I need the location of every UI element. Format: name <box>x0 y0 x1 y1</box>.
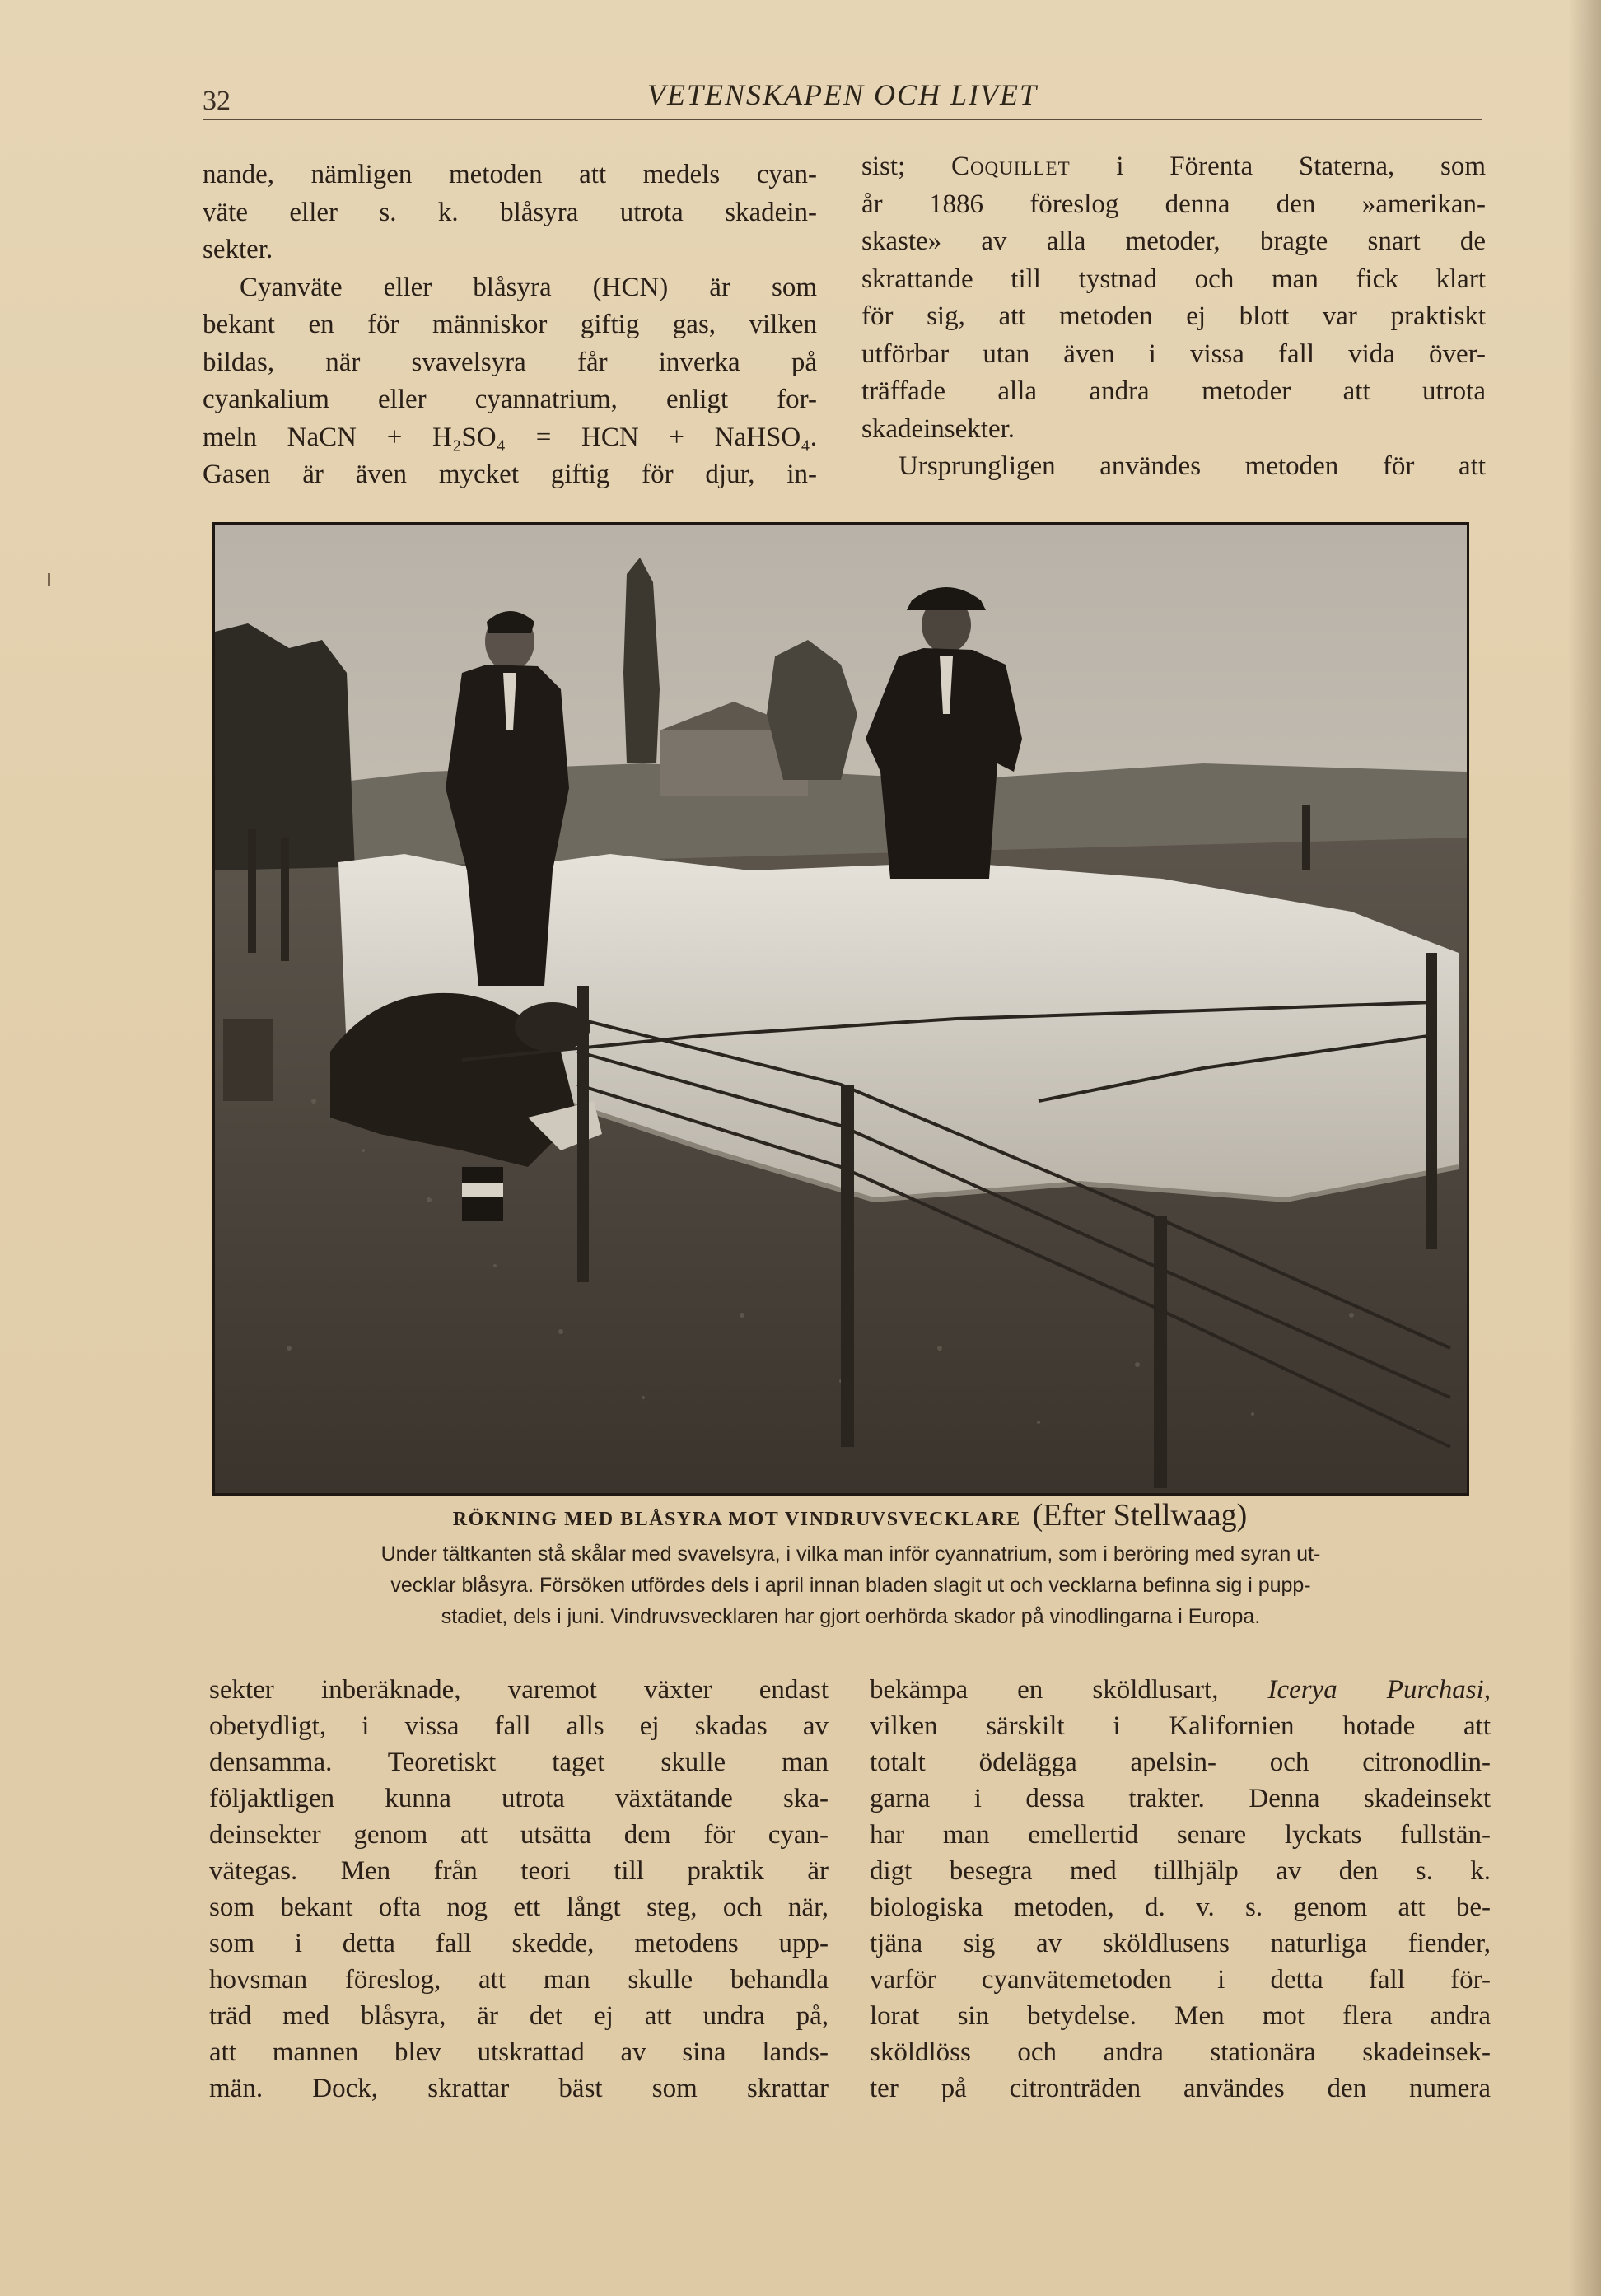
text-column-bottom-left <box>209 1672 829 2107</box>
text-line: bekant en för människor giftig gas, vilken <box>203 310 817 339</box>
text-line: hovsman föreslog, att man skulle behandla <box>209 1965 829 1995</box>
photograph <box>212 522 1469 1496</box>
page-edge-shadow <box>1568 0 1601 2296</box>
text-span: i Förenta Staterna, som <box>1070 152 1486 181</box>
text-line: varför cyanvätemetoden i detta fall för- <box>870 1965 1491 1995</box>
text-line: densamma. Teoretiskt taget skulle man <box>209 1748 829 1777</box>
figure-caption-body <box>212 1538 1489 1632</box>
text-line: skrattande till tystnad och man fick klart <box>861 264 1486 294</box>
caption-heading: RÖKNING MED BLÅSYRA MOT VINDRUVSVECKLARE <box>452 1509 1021 1530</box>
text-line: cyankalium eller cyannatrium, enligt for- <box>203 385 817 414</box>
text-line: väte eller s. k. blåsyra utrota skadein- <box>203 197 817 227</box>
page-number: 32 <box>203 86 231 116</box>
text-line: för sig, att metoden ej blott var praktiskt <box>861 301 1486 331</box>
text-line: nande, nämligen metoden att medels cyan- <box>203 160 817 189</box>
text-line: skadeinsekter. <box>861 413 1015 444</box>
text-line: Ursprungligen användes metoden för att <box>899 451 1486 481</box>
text-line: träd med blåsyra, är det ej att undra på, <box>209 2001 829 2031</box>
figure-caption-title <box>216 1497 1484 1533</box>
text-line: tjäna sig av sköldlusens naturliga fiender, <box>870 1929 1491 1958</box>
photograph-image <box>215 525 1467 1493</box>
text-column-top-left <box>203 156 817 494</box>
text-line: följaktligen kunna utrota växtätande ska- <box>209 1784 829 1813</box>
running-head: VETENSKAPEN OCH LIVET <box>646 78 1039 111</box>
text-line: att mannen blev utskrattad av sina lands- <box>209 2037 829 2067</box>
text-line <box>861 148 1486 186</box>
species-name: Icerya Purchasi, <box>1267 1675 1491 1705</box>
text-column-top-right <box>861 148 1486 486</box>
text-line: digt besegra med tillhjälp av den s. k. <box>870 1856 1491 1886</box>
text-line: utförbar utan även i vissa fall vida över- <box>861 338 1486 369</box>
text-line: träffade alla andra metoder att utrota <box>861 376 1486 406</box>
author-name: Coquillet <box>950 152 1071 181</box>
text-line: vilken särskilt i Kalifornien hotade att <box>870 1711 1491 1741</box>
text-line: sekter inberäknade, varemot växter endast <box>209 1675 829 1705</box>
text-line: totalt ödelägga apelsin- och citronodlin- <box>870 1748 1491 1777</box>
caption-line: stadiet, dels i juni. Vindruvsvecklaren har gjort oerhörda skador på vinodlingarna i Europa. <box>441 1605 1261 1628</box>
text-line: obetydligt, i vissa fall alls ej skadas av <box>209 1711 829 1741</box>
margin-mark <box>48 573 50 586</box>
text-line: bildas, när svavelsyra får inverka på <box>203 347 817 377</box>
text-line: skaste» av alla metoder, bragte snart de <box>861 226 1486 256</box>
text-line: deinsekter genom att utsätta dem för cyan- <box>209 1820 829 1850</box>
text-line: som bekant ofta nog ett långt steg, och när, <box>209 1892 829 1922</box>
text-line: garna i dessa trakter. Denna skadeinsekt <box>870 1784 1491 1813</box>
text-line: år 1886 föreslog denna den »amerikan- <box>861 189 1486 219</box>
text-line: män. Dock, skrattar bäst som skrattar <box>209 2074 829 2103</box>
text-line <box>870 1672 1491 1708</box>
text-line: har man emellertid senare lyckats fullstän- <box>870 1820 1491 1850</box>
caption-line: Under tältkanten stå skålar med svavelsyra, i vilka man inför cyannatrium, som i beröring med syran ut- <box>380 1542 1321 1566</box>
text-line: vätegas. Men från teori till praktik är <box>209 1856 829 1886</box>
text-line: lorat sin betydelse. Men mot flera andra <box>870 2001 1491 2031</box>
text-line: ter på citronträden användes den numera <box>870 2074 1491 2103</box>
text-line: som i detta fall skedde, metodens upp- <box>209 1929 829 1958</box>
text-line: biologiska metoden, d. v. s. genom att be- <box>870 1892 1491 1922</box>
text-line: Cyanväte eller blåsyra (HCN) är som <box>240 272 817 302</box>
text-line: sköldlöss och andra stationära skadeinsek- <box>870 2037 1491 2067</box>
text-span: sist; <box>861 152 951 181</box>
text-line: sekter. <box>203 235 273 264</box>
header-rule <box>203 119 1482 120</box>
text-span: bekämpa en sköldlusart, <box>870 1675 1268 1705</box>
text-column-bottom-right <box>870 1672 1491 2107</box>
caption-line: vecklar blåsyra. Försöken utfördes dels i april innan bladen slagit ut och vecklarna befinna sig i pupp- <box>390 1574 1311 1597</box>
text-line: Gasen är även mycket giftig för djur, in- <box>203 460 817 489</box>
formula-line: meln NaCN + H₂SO₄ = HCN + NaHSO₄. <box>203 422 817 452</box>
caption-credit: (Efter Stellwaag) <box>1032 1498 1248 1533</box>
